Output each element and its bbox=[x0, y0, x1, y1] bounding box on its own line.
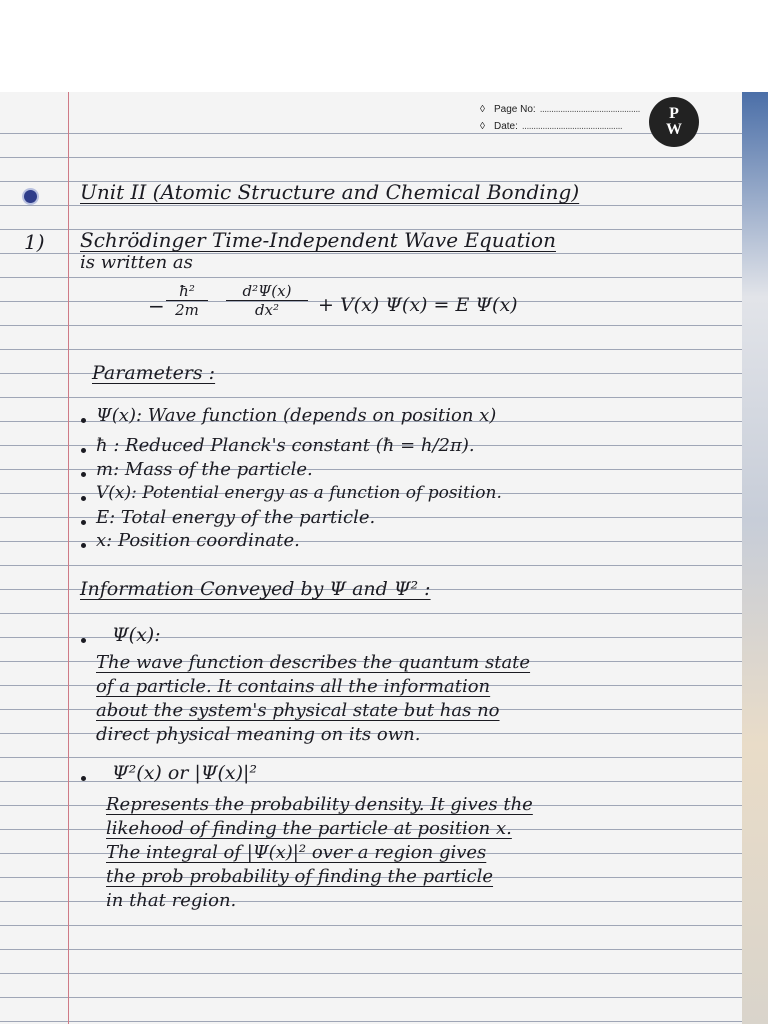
diamond-icon: ◊ bbox=[480, 121, 485, 132]
ink-seal-icon bbox=[24, 190, 37, 203]
page-no-label: Page No: bbox=[494, 104, 536, 115]
bullet-icon bbox=[81, 776, 86, 781]
unit-title: Unit II (Atomic Structure and Chemical Bonding) bbox=[80, 180, 580, 204]
parameter-item: V(x): Potential energy as a function of position. bbox=[96, 483, 502, 503]
equation-minus: − bbox=[148, 294, 165, 318]
psi-description-line: about the system's physical state but has no bbox=[96, 700, 500, 721]
psi2-description-line: the prob probability of finding the particle bbox=[106, 866, 494, 887]
psi2-description-line: in that region. bbox=[106, 890, 237, 911]
pw-logo bbox=[649, 97, 699, 147]
date-field: ............................................ bbox=[521, 121, 623, 132]
section-title: Schrödinger Time-Independent Wave Equation bbox=[80, 228, 556, 252]
bullet-icon bbox=[81, 496, 86, 501]
psi2-description-line: likehood of finding the particle at position x. bbox=[106, 818, 512, 839]
psi2-description-line: Represents the probability density. It gives the bbox=[106, 794, 533, 815]
page-header bbox=[480, 104, 650, 138]
page-no-field: ............................................ bbox=[539, 104, 640, 115]
bullet-icon bbox=[81, 418, 86, 423]
psi-description-line: direct physical meaning on its own. bbox=[96, 724, 421, 745]
page-edge-background bbox=[742, 92, 768, 1024]
parameter-item: x: Position coordinate. bbox=[96, 530, 300, 551]
fraction-numerator: d²Ψ(x) bbox=[226, 282, 308, 301]
bullet-icon bbox=[81, 638, 86, 643]
parameters-heading: Parameters : bbox=[92, 362, 216, 384]
equation-fraction-derivative bbox=[226, 282, 308, 319]
bullet-icon bbox=[81, 520, 86, 525]
equation-rest: + V(x) Ψ(x) = E Ψ(x) bbox=[318, 294, 518, 316]
parameter-item: ħ : Reduced Planck's constant (ħ = h/2π). bbox=[96, 435, 475, 456]
fraction-numerator: ħ² bbox=[166, 282, 208, 301]
psi2-label: Ψ²(x) or |Ψ(x)|² bbox=[112, 762, 258, 784]
psi-description-line: The wave function describes the quantum state bbox=[96, 652, 531, 673]
logo-letter-p: P bbox=[669, 105, 679, 123]
margin-line bbox=[68, 92, 69, 1024]
equation-fraction-hbar bbox=[166, 282, 208, 319]
information-heading: Information Conveyed by Ψ and Ψ² : bbox=[80, 578, 431, 600]
fraction-denominator: 2m bbox=[175, 301, 199, 319]
psi2-description-line: The integral of |Ψ(x)|² over a region gives bbox=[106, 842, 487, 863]
logo-letter-w: W bbox=[666, 120, 682, 138]
date-label: Date: bbox=[494, 121, 518, 132]
section-number: 1) bbox=[24, 230, 45, 254]
bullet-icon bbox=[81, 448, 86, 453]
psi-label: Ψ(x): bbox=[112, 624, 161, 646]
bullet-icon bbox=[81, 543, 86, 548]
section-intro: is written as bbox=[80, 252, 193, 273]
diamond-icon: ◊ bbox=[480, 104, 485, 115]
parameter-item: E: Total energy of the particle. bbox=[96, 507, 376, 528]
psi-description-line: of a particle. It contains all the information bbox=[96, 676, 491, 697]
fraction-denominator: dx² bbox=[254, 301, 280, 319]
bullet-icon bbox=[81, 472, 86, 477]
parameter-item: Ψ(x): Wave function (depends on position x) bbox=[96, 405, 497, 426]
parameter-item: m: Mass of the particle. bbox=[96, 459, 313, 480]
